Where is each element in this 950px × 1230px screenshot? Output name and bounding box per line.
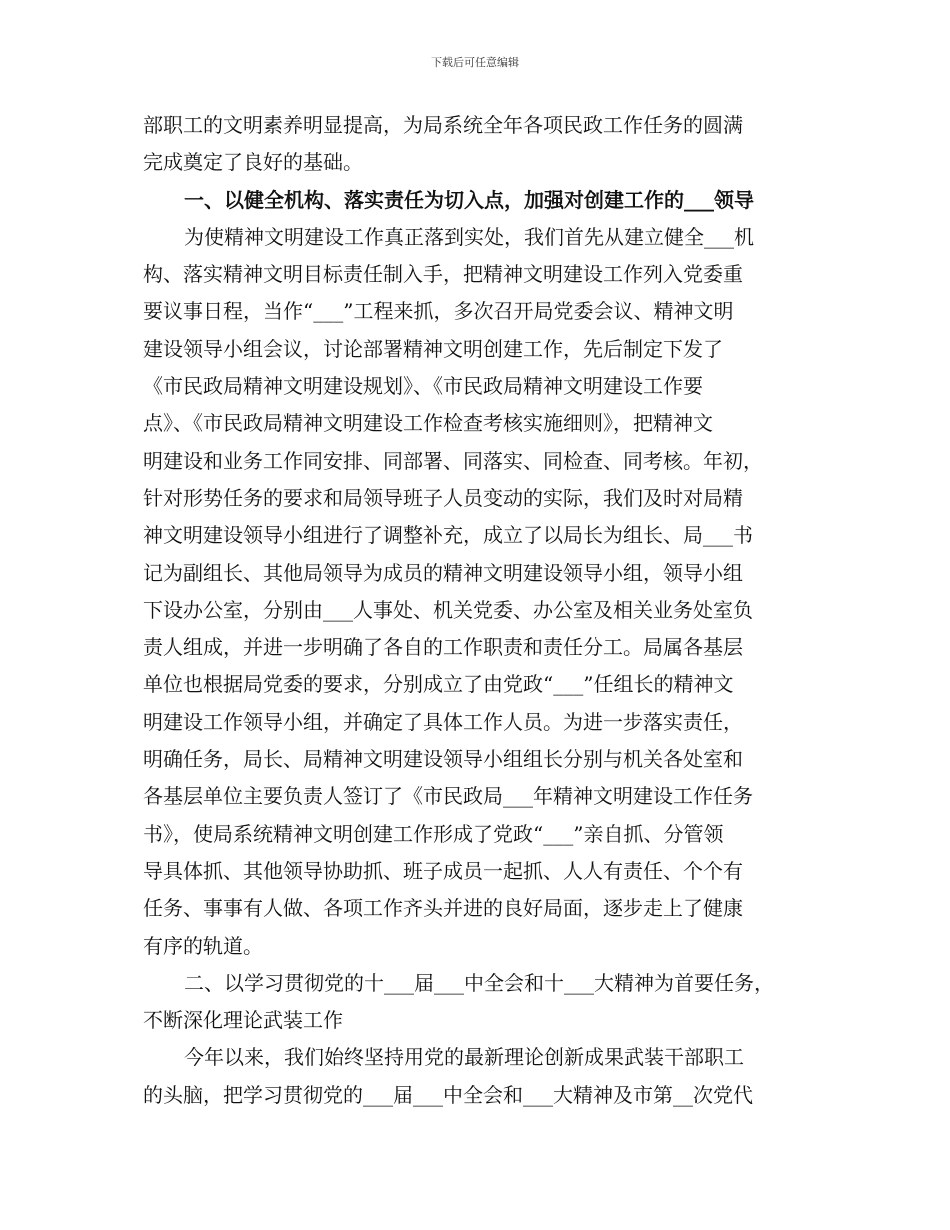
text-line: 各基层单位主要负责人签订了《市民政局___年精神文明建设工作任务 (143, 784, 753, 809)
text-line: 单位也根据局党委的要求，分别成立了由党政“___”任组长的精神文 (143, 672, 734, 697)
text-line: 不断深化理论武装工作 (143, 1008, 343, 1033)
page-header: 下载后可任意编辑 (431, 56, 519, 69)
text-line: 明建设和业务工作同安排、同部署、同落实、同检查、同考核。年初， (143, 448, 763, 473)
text-line: 二、以学习贯彻党的十___届___中全会和十___大精神为首要任务， (184, 970, 774, 995)
document-body (143, 107, 813, 1114)
text-line: 《市民政局精神文明建设规划》、《市民政局精神文明建设工作要 (143, 374, 703, 399)
text-line: 要议事日程，当作“___”工程来抓，多次召开局党委会议、精神文明 (143, 299, 734, 324)
text-line: 部职工的文明素养明显提高，为局系统全年各项民政工作任务的圆满 (143, 113, 743, 137)
text-line: 责人组成，并进一步明确了各自的工作职责和责任分工。局属各基层 (143, 635, 743, 660)
text-line: 神文明建设领导小组进行了调整补充，成立了以局长为组长、局___书 (143, 523, 753, 548)
text-line: 书》，使局系统精神文明创建工作形成了党政“___”亲自抓、分管领 (143, 821, 724, 846)
text-line: 明确任务，局长、局精神文明建设领导小组组长分别与机关各处室和 (143, 747, 743, 772)
text-line: 今年以来，我们始终坚持用党的最新理论创新成果武装干部职工 (184, 1045, 744, 1070)
text-line: 构、落实精神文明目标责任制入手，把精神文明建设工作列入党委重 (143, 262, 743, 287)
text-line: 有序的轨道。 (143, 933, 263, 958)
text-line: 导具体抓、其他领导协助抓、班子成员一起抓、人人有责任、个个有 (143, 858, 743, 883)
text-line: 完成奠定了良好的基础。 (143, 150, 363, 175)
text-line: 任务、事事有人做、各项工作齐头并进的良好局面，逐步走上了健康 (143, 896, 743, 921)
text-line: 为使精神文明建设工作真正落到实处，我们首先从建立健全___机 (184, 224, 754, 249)
text-line: 下设办公室，分别由___人事处、机关党委、办公室及相关业务处室负 (143, 597, 753, 622)
text-line: 的头脑，把学习贯彻党的___届___中全会和___大精神及市第__次党代 (143, 1082, 753, 1107)
text-line: 针对形势任务的要求和局领导班子人员变动的实际，我们及时对局精 (143, 485, 743, 510)
text-line: 记为副组长、其他局领导为成员的精神文明建设领导小组，领导小组 (143, 560, 743, 585)
text-line: 建设领导小组会议，讨论部署精神文明创建工作，先后制定下发了 (143, 336, 723, 361)
text-line: 明建设工作领导小组，并确定了具体工作人员。为进一步落实责任， (143, 709, 743, 734)
section-heading: 一、以健全机构、落实责任为切入点，加强对创建工作的___领导 (184, 187, 754, 212)
text-line: 点》、《市民政局精神文明建设工作检查考核实施细则》，把精神文 (143, 411, 713, 436)
